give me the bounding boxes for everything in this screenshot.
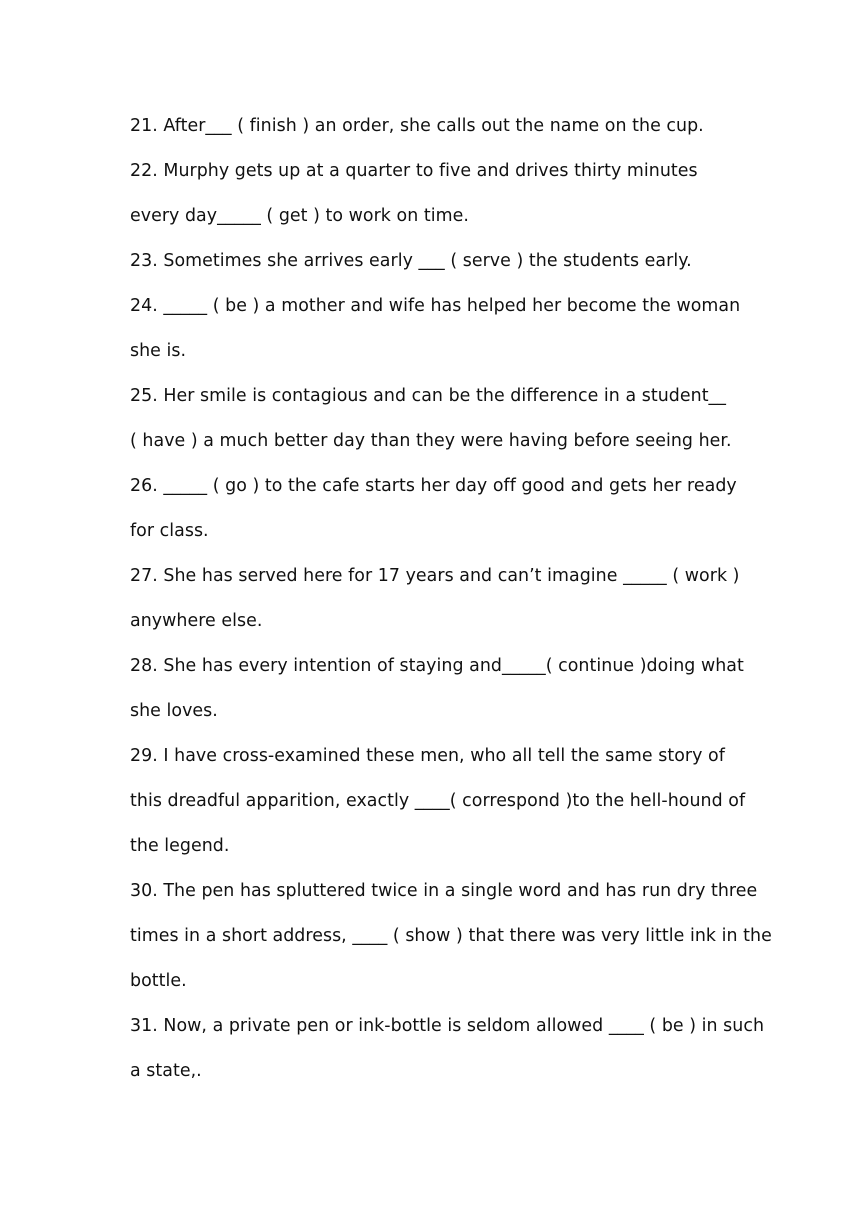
exercise-text [130,104,772,1094]
text-line: ( have ) a much better day than they were having before seeing her. [130,431,732,451]
text-line: 31. Now, a private pen or ink-bottle is seldom allowed ____ ( be ) in such [130,1016,765,1036]
text-line: she loves. [130,701,218,721]
text-line: times in a short address, ____ ( show ) that there was very little ink in the [130,926,772,946]
text-line: she is. [130,341,187,361]
text-line: anywhere else. [130,611,263,631]
text-line: 30. The pen has spluttered twice in a single word and has run dry three [130,881,758,901]
text-line: a state,. [130,1061,202,1081]
text-line: bottle. [130,971,187,991]
text-line: 29. I have cross-examined these men, who all tell the same story of [130,746,725,766]
text-line: 27. She has served here for 17 years and can’t imagine _____ ( work ) [130,566,740,586]
text-line: the legend. [130,836,230,856]
text-line: every day_____ ( get ) to work on time. [130,206,469,226]
text-line: 28. She has every intention of staying and_____( continue )doing what [130,656,744,676]
text-line: 25. Her smile is contagious and can be the difference in a student__ [130,386,727,406]
text-line: 26. _____ ( go ) to the cafe starts her day off good and gets her ready [130,476,737,496]
text-line: for class. [130,521,209,541]
text-line: this dreadful apparition, exactly ____( correspond )to the hell-hound of [130,791,746,811]
text-line: 24. _____ ( be ) a mother and wife has helped her become the woman [130,296,741,316]
text-line: 23. Sometimes she arrives early ___ ( serve ) the students early. [130,251,692,271]
text-line: 22. Murphy gets up at a quarter to five and drives thirty minutes [130,161,698,181]
text-line: 21. After___ ( finish ) an order, she calls out the name on the cup. [130,116,704,136]
